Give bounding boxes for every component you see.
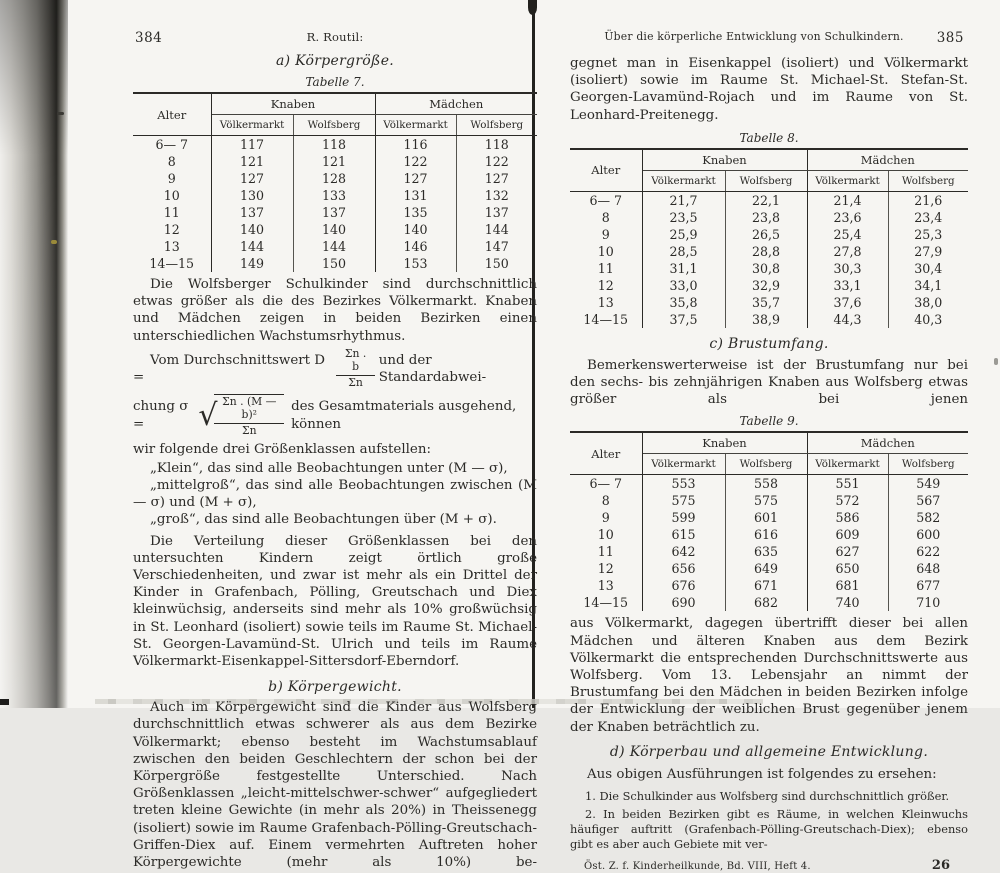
value-cell: 147 (484, 239, 509, 254)
col-subheader: Wolfsberg (725, 454, 807, 475)
signature-number: 26 (931, 858, 950, 873)
value-cell: 549 (916, 476, 941, 492)
age-cell: 8 (570, 492, 642, 509)
col-subheader: Wolfsberg (293, 115, 375, 136)
formula-line-2 (133, 394, 537, 438)
value-cell: 144 (293, 238, 375, 255)
col-header-girls: Mädchen (807, 149, 968, 171)
col-subheader: Wolfsberg (456, 115, 537, 136)
table8 (570, 148, 968, 328)
value-cell: 127 (375, 170, 456, 187)
value-cell: 671 (725, 577, 807, 594)
table8-head (570, 149, 968, 192)
value-cell: 28,5 (642, 243, 725, 260)
table-row (133, 221, 537, 238)
age-cell: 6— 7 (570, 191, 642, 209)
age-cell: 9 (570, 509, 642, 526)
formula-text: des Gesamtmaterials ausgehend, können (291, 399, 517, 432)
scan-edge-mark (994, 358, 998, 365)
table-row (570, 475, 968, 493)
section-heading-b: b) Körpergewicht. (268, 679, 402, 696)
value-cell: 650 (807, 560, 888, 577)
age-cell: 9 (133, 170, 211, 187)
age-cell: 10 (570, 243, 642, 260)
age-cell: 12 (133, 221, 211, 238)
col-subheader: Völkermarkt (642, 170, 725, 191)
table-row (570, 243, 968, 260)
col-header-girls: Mädchen (375, 93, 537, 115)
fraction-denominator: Σn (348, 375, 363, 389)
table9-body (570, 475, 968, 612)
value-cell: 137 (293, 204, 375, 221)
value-cell: 616 (725, 526, 807, 543)
age-cell: 11 (133, 204, 211, 221)
table-row (570, 594, 968, 611)
value-cell: 33,0 (642, 277, 725, 294)
value-cell: 649 (725, 560, 807, 577)
col-subheader: Völkermarkt (807, 454, 888, 475)
left-page (133, 30, 537, 871)
value-cell: 648 (916, 561, 941, 577)
value-cell: 682 (725, 594, 807, 611)
value-cell: 137 (484, 205, 509, 220)
value-cell: 23,8 (725, 209, 807, 226)
fraction-denominator: Σn (241, 423, 257, 437)
footnote-2: 2. In beiden Bezirken gibt es Räume, in welchen Kleinwuchs häufiger auftritt (Grafenbach-Pölling-Greutschach-Diex); ebenso gibt es aber auch Gebiete mit ver- (570, 807, 968, 852)
table-row (133, 187, 537, 204)
value-cell: 25,3 (914, 226, 943, 242)
formula-text: Vom Durchschnittswert D = (133, 352, 326, 385)
value-cell: 677 (916, 578, 941, 594)
value-cell: 622 (916, 544, 941, 560)
right-page (570, 30, 968, 873)
scan-corner-mark (0, 699, 9, 705)
value-cell: 116 (375, 136, 456, 154)
value-cell: 599 (642, 509, 725, 526)
age-cell: 12 (570, 560, 642, 577)
value-cell: 37,5 (642, 311, 725, 328)
col-subheader: Völkermarkt (211, 115, 293, 136)
table-row (133, 153, 537, 170)
table-row (570, 226, 968, 243)
table7 (133, 92, 537, 272)
value-cell: 135 (375, 204, 456, 221)
table-row (570, 311, 968, 328)
value-cell: 609 (807, 526, 888, 543)
age-cell: 12 (570, 277, 642, 294)
table-row (133, 136, 537, 154)
value-cell: 30,4 (914, 260, 943, 276)
value-cell: 122 (375, 153, 456, 170)
value-cell: 21,4 (807, 191, 888, 209)
value-cell: 635 (725, 543, 807, 560)
section-heading-d: d) Körperbau und allgemeine Entwicklung. (609, 743, 929, 760)
formula-text: chung σ = (133, 399, 189, 432)
table7-caption: Tabelle 7. (305, 75, 365, 89)
value-cell: 656 (642, 560, 725, 577)
section-heading-c: c) Brustumfang. (709, 335, 829, 352)
value-cell: 710 (916, 595, 941, 611)
value-cell: 38,0 (914, 294, 943, 310)
col-header-age: Alter (570, 432, 642, 475)
value-cell: 146 (375, 238, 456, 255)
table7-body (133, 136, 537, 273)
col-header-boys: Knaben (642, 149, 807, 171)
table-row (570, 191, 968, 209)
value-cell: 600 (916, 527, 941, 543)
value-cell: 35,7 (725, 294, 807, 311)
value-cell: 32,9 (725, 277, 807, 294)
value-cell: 117 (211, 136, 293, 154)
table-row (133, 170, 537, 187)
value-cell: 27,9 (914, 243, 943, 259)
value-cell: 601 (725, 509, 807, 526)
value-cell: 572 (807, 492, 888, 509)
value-cell: 30,3 (807, 260, 888, 277)
value-cell: 690 (642, 594, 725, 611)
fraction (214, 394, 284, 438)
col-header-boys: Knaben (642, 432, 807, 454)
table-row (570, 526, 968, 543)
value-cell: 567 (916, 493, 941, 509)
value-cell: 130 (211, 187, 293, 204)
value-cell: 118 (484, 137, 509, 152)
value-cell: 149 (211, 255, 293, 272)
fraction-numerator: Σn . b (336, 348, 374, 376)
value-cell: 27,8 (807, 243, 888, 260)
value-cell: 31,1 (642, 260, 725, 277)
value-cell: 127 (484, 171, 509, 186)
fraction-numerator: Σn . (M — b)² (214, 396, 284, 424)
age-cell: 14—15 (570, 311, 642, 328)
age-cell: 9 (570, 226, 642, 243)
value-cell: 127 (211, 170, 293, 187)
table-row (570, 492, 968, 509)
value-cell: 44,3 (807, 311, 888, 328)
value-cell: 153 (375, 255, 456, 272)
value-cell: 121 (211, 153, 293, 170)
size-class-item: „Klein“, das sind alle Beobachtungen unter (M — σ), (150, 460, 508, 476)
journal-reference: Öst. Z. f. Kinderheilkunde, Bd. VIII, Heft 4. (584, 861, 811, 873)
value-cell: 23,6 (807, 209, 888, 226)
paragraph: aus Völkermarkt, dagegen übertrifft dieser bei allen Mädchen und älteren Knaben aus dem Bezirk Völkermarkt die entsprechenden Durchschnittswerte aus Wolfsberg. Vom 13. Lebensjahr an nimmt der Brustumfang bei den Mädchen in beiden Bezirken infolge der Entwicklung der weiblichen Brust gegenüber jenem der Knaben beträchtlich zu. (570, 616, 968, 735)
value-cell: 122 (484, 154, 509, 169)
value-cell: 133 (293, 187, 375, 204)
table-row (570, 560, 968, 577)
value-cell: 23,4 (914, 209, 943, 225)
value-cell: 140 (293, 221, 375, 238)
value-cell: 128 (293, 170, 375, 187)
value-cell: 131 (375, 187, 456, 204)
value-cell: 25,9 (642, 226, 725, 243)
table7-head (133, 93, 537, 136)
value-cell: 575 (725, 492, 807, 509)
age-cell: 10 (570, 526, 642, 543)
paragraph: Die Verteilung dieser Größenklassen bei den untersuchten Kindern zeigt örtlich große Verschiedenheiten, und zwar ist mehr als ein Drittel der Kinder in Grafenbach, Pölling, Greutschach und Diex kleinwüchsig, anderseits sind mehr als 10% großwüchsig in St. Leonhard (isoliert) sowie teils im Raume St. Michael-St. Georgen-Lavamünd-St. Ulrich und teils im Raume Völkermarkt-Eisenkappel-Sittersdorf-Eberndorf. (133, 533, 537, 669)
table-row (570, 509, 968, 526)
size-class-item: „mittelgroß“, das sind alle Beobachtungen zwischen (M — σ) und (M + σ), (133, 477, 537, 511)
table-row (570, 577, 968, 594)
value-cell: 25,4 (807, 226, 888, 243)
value-cell: 22,1 (725, 191, 807, 209)
page-number-left: 384 (135, 30, 163, 46)
value-cell: 551 (807, 475, 888, 493)
value-cell: 30,8 (725, 260, 807, 277)
page-number-right: 385 (936, 30, 964, 46)
value-cell: 40,3 (914, 311, 943, 327)
col-subheader: Wolfsberg (725, 170, 807, 191)
value-cell: 140 (375, 221, 456, 238)
value-cell: 150 (293, 255, 375, 272)
value-cell: 681 (807, 577, 888, 594)
radical-sign-icon: √ (198, 397, 218, 433)
value-cell: 21,6 (914, 192, 943, 208)
table9-caption: Tabelle 9. (739, 414, 799, 429)
value-cell: 26,5 (725, 226, 807, 243)
formula-line-3: wir folgende drei Größenklassen aufstellen: (133, 441, 431, 457)
paragraph: gegnet man in Eisenkappel (isoliert) und Völkermarkt (isoliert) sowie im Raume St. Michael-St. Stefan-St. Georgen-Lavamünd-Rojach und im Raume von St. Leonhard-Preitenegg. (570, 56, 968, 123)
footnote-1: 1. Die Schulkinder aus Wolfsberg sind durchschnittlich größer. (585, 789, 950, 804)
value-cell: 150 (484, 256, 509, 271)
age-cell: 11 (570, 543, 642, 560)
value-cell: 35,8 (642, 294, 725, 311)
table-row (133, 204, 537, 221)
value-cell: 34,1 (914, 277, 943, 293)
value-cell: 740 (807, 594, 888, 611)
paragraph: Aus obigen Ausführungen ist folgendes zu ersehen: (587, 766, 937, 782)
right-page-header (570, 30, 968, 48)
value-cell: 558 (725, 475, 807, 493)
paragraph: Die Wolfsberger Schulkinder sind durchschnittlich etwas größer als die des Bezirkes Völkermarkt. Knaben und Mädchen zeigen in beiden Bezirken einen unterschiedlichen Wachstumsrhythmus. (133, 277, 537, 344)
table-row (133, 238, 537, 255)
age-cell: 14—15 (570, 594, 642, 611)
table-row (133, 255, 537, 272)
col-subheader: Wolfsberg (888, 170, 968, 191)
value-cell: 37,6 (807, 294, 888, 311)
col-header-age: Alter (133, 93, 211, 136)
value-cell: 582 (916, 510, 941, 526)
value-cell: 121 (293, 153, 375, 170)
value-cell: 676 (642, 577, 725, 594)
age-cell: 13 (133, 238, 211, 255)
running-head-right: Über die körperliche Entwicklung von Schulkindern. (604, 30, 904, 43)
formula-line-1 (133, 348, 537, 390)
col-header-age: Alter (570, 149, 642, 192)
value-cell: 118 (293, 136, 375, 154)
col-subheader: Wolfsberg (888, 454, 968, 475)
value-cell: 28,8 (725, 243, 807, 260)
table8-body (570, 191, 968, 328)
table-row (570, 277, 968, 294)
col-subheader: Völkermarkt (642, 454, 725, 475)
table9-head (570, 432, 968, 475)
value-cell: 33,1 (807, 277, 888, 294)
value-cell: 575 (642, 492, 725, 509)
value-cell: 627 (807, 543, 888, 560)
running-head-left: R. Routil: (306, 30, 364, 44)
value-cell: 137 (211, 204, 293, 221)
value-cell: 132 (484, 188, 509, 203)
section-heading-a: a) Körpergröße. (275, 53, 395, 69)
spine-shadow (0, 0, 68, 708)
table-row (570, 543, 968, 560)
table-row (570, 260, 968, 277)
age-cell: 13 (570, 577, 642, 594)
scan-speck (51, 240, 57, 244)
age-cell: 6— 7 (133, 136, 211, 154)
table9 (570, 431, 968, 611)
value-cell: 615 (642, 526, 725, 543)
age-cell: 6— 7 (570, 475, 642, 493)
col-subheader: Völkermarkt (807, 170, 888, 191)
value-cell: 23,5 (642, 209, 725, 226)
scan-speck (57, 112, 64, 115)
age-cell: 14—15 (133, 255, 211, 272)
age-cell: 13 (570, 294, 642, 311)
paragraph: Bemerkenswerterweise ist der Brustumfang nur bei den sechs- bis zehnjährigen Knaben aus Wolfsberg etwas größer als bei jenen (570, 357, 968, 408)
col-header-girls: Mädchen (807, 432, 968, 454)
table-row (570, 294, 968, 311)
table-row (570, 209, 968, 226)
paragraph: Auch im Körpergewicht sind die Kinder aus Wolfsberg durchschnittlich etwas schwerer als aus dem Bezirke Völkermarkt; ebenso besteht im Wachstumsablauf zwischen den beiden Geschlechtern der schon bei der Körpergröße festgestellte Unterschied. Nach Größenklassen „leicht-mittelschwer-schwer“ aufgegliedert treten kleine Gewichte (in mehr als 20%) in Theissenegg (isoliert) sowie im Raume Grafenbach-Pölling-Greutschach-Griffen-Diex auf. Einem vermehrten Auftreten hoher Körpergewichte (mehr als 10%) be- (133, 700, 537, 870)
left-page-header (133, 30, 537, 48)
formula-text: und der Standardabwei- (378, 352, 487, 385)
value-cell: 144 (211, 238, 293, 255)
age-cell: 11 (570, 260, 642, 277)
fraction (336, 348, 374, 390)
col-subheader: Völkermarkt (375, 115, 456, 136)
value-cell: 586 (807, 509, 888, 526)
square-root (198, 394, 284, 438)
value-cell: 144 (484, 222, 509, 237)
size-class-item: „groß“, das sind alle Beobachtungen über (M + σ). (150, 512, 497, 528)
col-header-boys: Knaben (211, 93, 375, 115)
value-cell: 140 (211, 221, 293, 238)
age-cell: 8 (570, 209, 642, 226)
value-cell: 21,7 (642, 191, 725, 209)
age-cell: 10 (133, 187, 211, 204)
value-cell: 553 (642, 475, 725, 493)
table8-caption: Tabelle 8. (739, 130, 799, 145)
age-cell: 8 (133, 153, 211, 170)
value-cell: 642 (642, 543, 725, 560)
page-footer (570, 858, 968, 873)
value-cell: 38,9 (725, 311, 807, 328)
